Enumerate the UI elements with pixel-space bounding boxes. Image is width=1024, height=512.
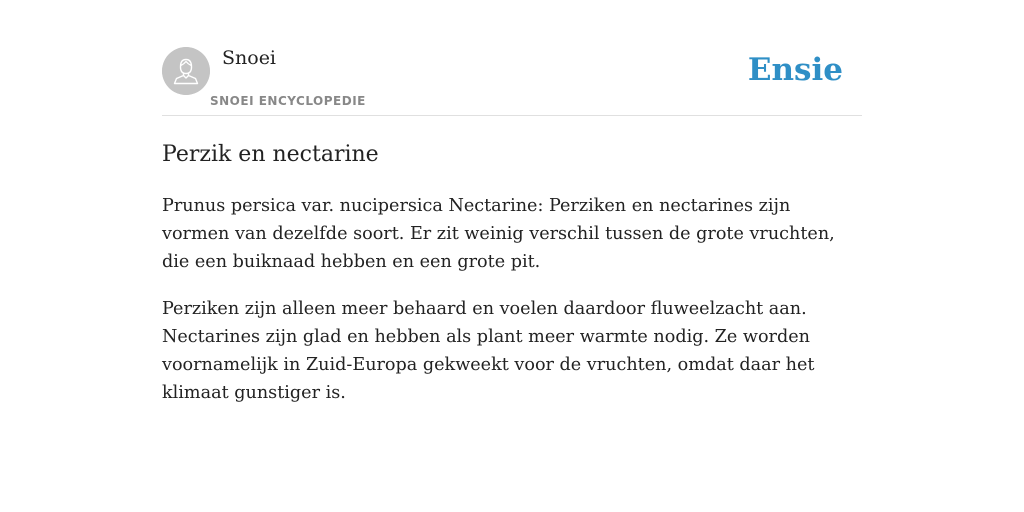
article-container [162, 0, 862, 403]
author-name[interactable]: Snoei [222, 47, 277, 69]
article-header [162, 0, 862, 116]
article-paragraph: Prunus persica var. nucipersica Nectarine: Perziken en nectarines zijn vormen van dezelfde soort. Er zit weinig verschil tussen de grote vruchten, die een buiknaad hebben en een grote pit. [162, 196, 835, 272]
source-label[interactable]: SNOEI ENCYCLOPEDIE [210, 94, 366, 108]
user-avatar-icon[interactable] [162, 47, 210, 95]
article-paragraph: Perziken zijn alleen meer behaard en voelen daardoor fluweelzacht aan. Nectarines zijn glad en hebben als plant meer warmte nodig. Ze worden voornamelijk in Zuid-Europa gekweekt voor de vruchten, omdat daar het klimaat gunstiger is. [162, 299, 815, 403]
article-body [162, 192, 862, 426]
brand-logo[interactable]: Ensie [747, 52, 843, 88]
article-title: Perzik en nectarine [162, 142, 379, 167]
